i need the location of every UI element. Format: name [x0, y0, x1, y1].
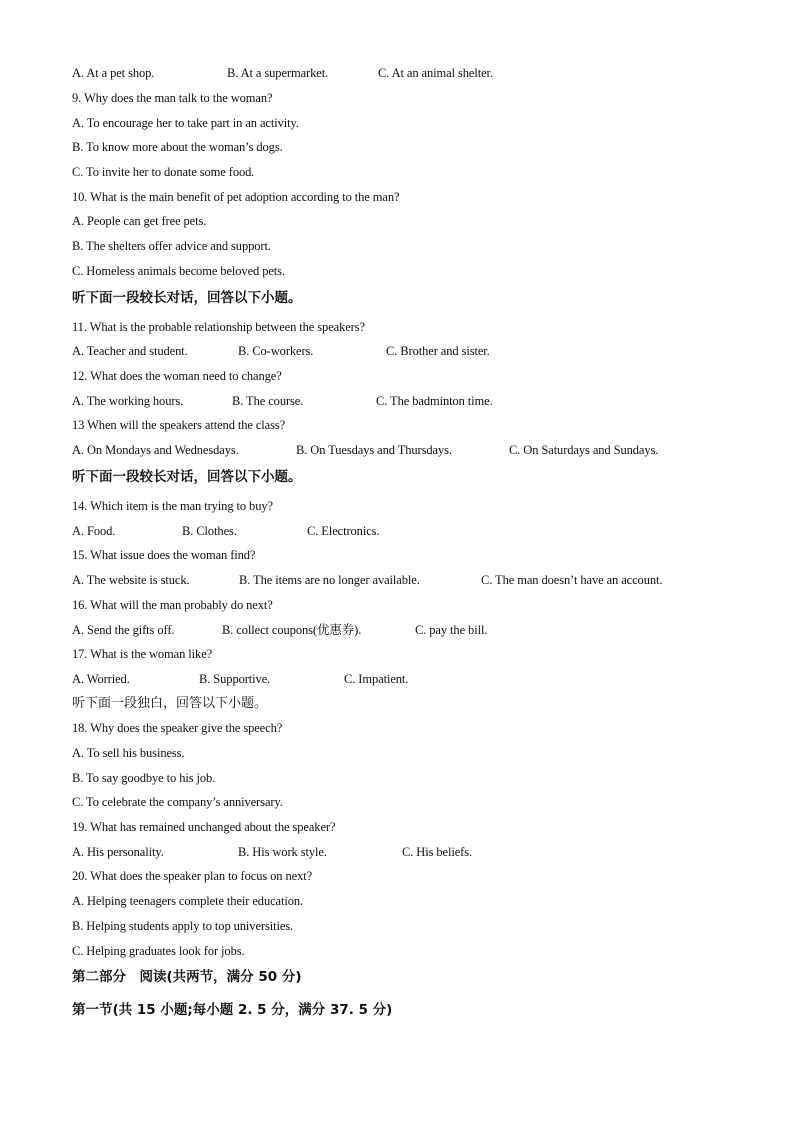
q9-question: 9. Why does the man talk to the woman?	[72, 91, 273, 105]
q14-option-b: B. Clothes.	[182, 524, 237, 538]
q11-option-b: B. Co-workers.	[238, 344, 314, 358]
q16-question: 16. What will the man probably do next?	[72, 598, 273, 612]
q9-option-b: B. To know more about the woman’s dogs.	[72, 140, 283, 154]
q10-option-b: B. The shelters offer advice and support.	[72, 239, 271, 253]
q10-option-a: A. People can get free pets.	[72, 214, 207, 228]
q8-option-a: A. At a pet shop.	[72, 66, 155, 80]
q20-option-a: A. Helping teenagers complete their education.	[72, 894, 304, 908]
q15-option-a: A. The website is stuck.	[72, 573, 190, 587]
q18-option-b: B. To say goodbye to his job.	[72, 771, 216, 785]
q14-question: 14. Which item is the man trying to buy?	[72, 499, 273, 513]
q11-option-c: C. Brother and sister.	[386, 344, 490, 358]
q13-option-a: A. On Mondays and Wednesdays.	[72, 443, 239, 457]
q10-option-c: C. Homeless animals become beloved pets.	[72, 264, 285, 278]
q20-question: 20. What does the speaker plan to focus on next?	[72, 869, 313, 883]
q9-option-a: A. To encourage her to take part in an activity.	[72, 116, 299, 130]
q19-option-b: B. His work style.	[238, 845, 327, 859]
q18-option-a: A. To sell his business.	[72, 746, 185, 760]
q15-option-c: C. The man doesn’t have an account.	[481, 573, 663, 587]
section-heading-dialog-1: 听下面一段较长对话，回答以下小题。	[72, 290, 302, 306]
q14-option-c: C. Electronics.	[307, 524, 380, 538]
q17-option-a: A. Worried.	[72, 672, 130, 686]
q17-question: 17. What is the woman like?	[72, 647, 213, 661]
q14-option-a: A. Food.	[72, 524, 116, 538]
q8-option-b: B. At a supermarket.	[227, 66, 329, 80]
section-heading-monologue: 听下面一段独白，回答以下小题。	[72, 696, 268, 711]
q19-option-c: C. His beliefs.	[402, 845, 473, 859]
q12-question: 12. What does the woman need to change?	[72, 369, 282, 383]
q16-option-a: A. Send the gifts off.	[72, 623, 175, 637]
q13-question: 13 When will the speakers attend the class?	[72, 418, 286, 432]
q12-option-c: C. The badminton time.	[376, 394, 493, 408]
q12-option-a: A. The working hours.	[72, 394, 184, 408]
q11-question: 11. What is the probable relationship between the speakers?	[72, 320, 365, 334]
q11-option-a: A. Teacher and student.	[72, 344, 188, 358]
q9-option-c: C. To invite her to donate some food.	[72, 165, 255, 179]
q20-option-b: B. Helping students apply to top universities.	[72, 919, 294, 933]
q13-option-b: B. On Tuesdays and Thursdays.	[296, 443, 452, 457]
section-heading-dialog-2: 听下面一段较长对话，回答以下小题。	[72, 469, 302, 485]
q18-question: 18. Why does the speaker give the speech?	[72, 721, 283, 735]
q8-option-c: C. At an animal shelter.	[378, 66, 493, 80]
q19-question: 19. What has remained unchanged about the speaker?	[72, 820, 336, 834]
q12-option-b: B. The course.	[232, 394, 304, 408]
q16-option-c: C. pay the bill.	[415, 623, 488, 637]
q10-question: 10. What is the main benefit of pet adoption according to the man?	[72, 190, 400, 204]
q16-option-b: B. collect coupons(优惠券).	[222, 623, 362, 637]
q17-option-b: B. Supportive.	[199, 672, 271, 686]
q17-option-c: C. Impatient.	[344, 672, 409, 686]
q13-option-c: C. On Saturdays and Sundays.	[509, 443, 659, 457]
part2-title: 第二部分 阅读(共两节，满分 50 分)	[72, 969, 302, 985]
q19-option-a: A. His personality.	[72, 845, 164, 859]
q15-question: 15. What issue does the woman find?	[72, 548, 256, 562]
q15-option-b: B. The items are no longer available.	[239, 573, 420, 587]
q18-option-c: C. To celebrate the company’s anniversary.	[72, 795, 283, 809]
q20-option-c: C. Helping graduates look for jobs.	[72, 944, 245, 958]
section1-title: 第一节(共 15 小题;每小题 2. 5 分，满分 37. 5 分)	[72, 1002, 393, 1018]
